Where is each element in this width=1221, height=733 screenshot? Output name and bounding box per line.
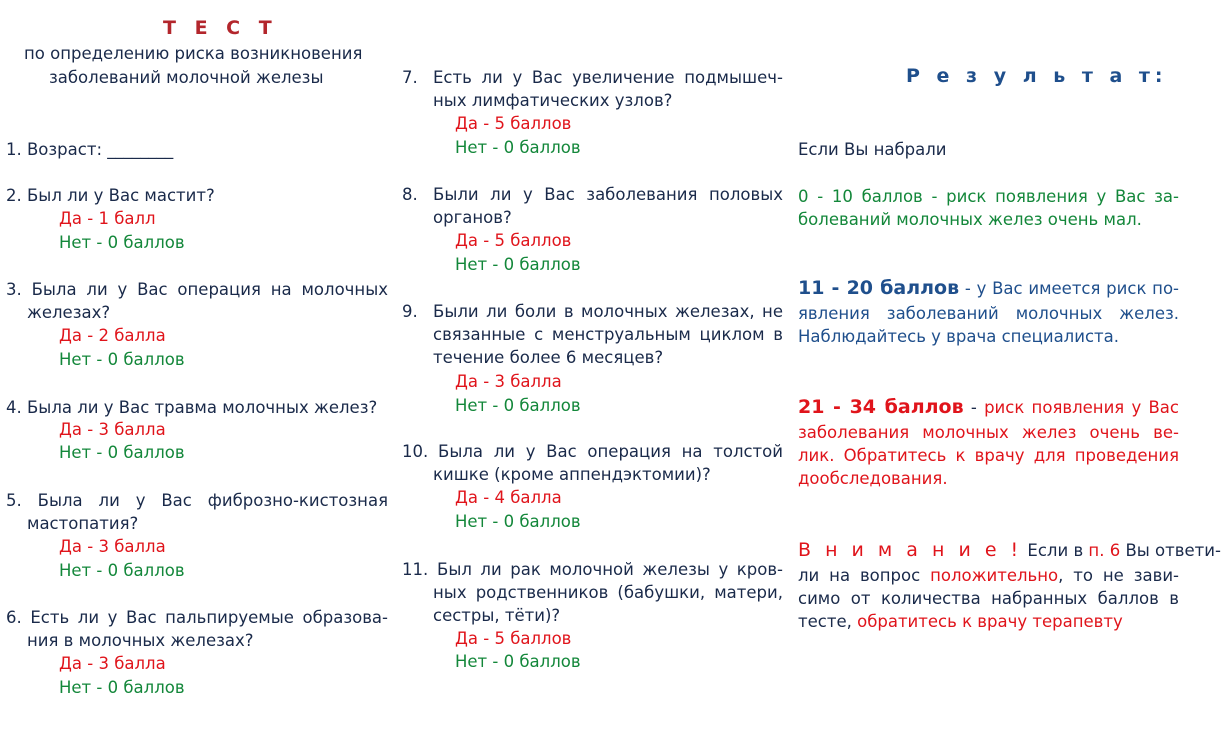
question-number: 8. <box>402 185 418 204</box>
answer-no: Нет - 0 баллов <box>455 255 581 274</box>
question-number: 7. <box>402 68 418 87</box>
question-8: органов? <box>433 208 512 227</box>
answer-yes: Да - 1 балл <box>59 209 156 228</box>
answer-yes: Да - 4 балла <box>455 488 562 507</box>
attention-text: Если в <box>1022 541 1089 560</box>
answer-yes: Да - 3 балла <box>455 372 562 391</box>
answer-yes: Да - 3 балла <box>59 537 166 556</box>
answer-no: Нет - 0 баллов <box>59 561 185 580</box>
answer-no: Нет - 0 баллов <box>59 233 185 252</box>
test-title: Т Е С Т <box>163 17 278 39</box>
answer-no: Нет - 0 баллов <box>59 350 185 369</box>
result-high-risk: дообследования. <box>798 469 948 488</box>
question-2: 2. Был ли у Вас мастит? <box>6 186 215 205</box>
question-8: Были ли у Вас заболевания половых <box>433 185 783 204</box>
question-11: сестры, тёти)? <box>433 606 561 625</box>
result-text: риск появления у Вас <box>984 398 1179 417</box>
test-subtitle: по определению риска возникновения <box>24 44 363 63</box>
question-4: 4. Была ли у Вас травма молочных желез? <box>6 398 378 417</box>
answer-yes: Да - 5 баллов <box>455 231 572 250</box>
result-range: 21 - 34 баллов <box>798 396 964 418</box>
answer-no: Нет - 0 баллов <box>455 138 581 157</box>
question-11: ных родственников (бабушки, матери, <box>433 583 783 602</box>
question-7: ных лимфатических узлов? <box>433 91 673 110</box>
result-low-risk: 0 - 10 баллов - риск появления у Вас за- <box>798 187 1179 206</box>
answer-yes: Да - 3 балла <box>59 654 166 673</box>
question-11: Был ли рак молочной железы у кров- <box>437 560 783 579</box>
attention-note <box>798 539 1221 562</box>
attention-note <box>798 564 1179 587</box>
attention-text: , то не зави- <box>1058 566 1179 585</box>
question-number: 10. <box>402 442 429 461</box>
result-high-risk: лик. Обратитесь к врачу для проведения <box>798 446 1179 465</box>
result-high-risk: заболевания молочных желез очень ве- <box>798 423 1179 442</box>
result-text: - у Вас имеется риск по- <box>959 279 1179 298</box>
attention-note <box>798 610 1123 633</box>
result-medium-risk <box>798 277 1179 300</box>
attention-text: тесте, <box>798 612 858 631</box>
result-medium-risk: явления заболеваний молочных желез. <box>798 304 1179 323</box>
question-9: Были ли боли в молочных железах, не <box>433 302 783 321</box>
attention-word: В н и м а н и е ! <box>798 539 1023 561</box>
answer-yes: Да - 5 баллов <box>455 114 572 133</box>
attention-highlight: положительно <box>930 566 1059 585</box>
attention-text: Вы ответи- <box>1120 541 1221 560</box>
question-10: кишке (кроме аппендэктомии)? <box>433 465 711 484</box>
result-high-risk <box>798 396 1179 419</box>
answer-no: Нет - 0 баллов <box>455 512 581 531</box>
result-low-risk: болеваний молочных желез очень мал. <box>798 210 1142 229</box>
answer-no: Нет - 0 баллов <box>455 652 581 671</box>
attention-ref: п. 6 <box>1088 541 1121 560</box>
answer-yes: Да - 3 балла <box>59 420 166 439</box>
attention-note: симо от количества набранных баллов в <box>798 589 1179 608</box>
test-subtitle: заболеваний молочной железы <box>49 68 324 87</box>
result-dash: - <box>963 398 985 417</box>
attention-text: ли на вопрос <box>798 566 931 585</box>
answer-yes: Да - 5 баллов <box>455 629 572 648</box>
result-medium-risk: Наблюдайтесь у врача специалиста. <box>798 327 1119 346</box>
results-title: Р е з у л ь т а т: <box>906 65 1168 87</box>
question-10: Была ли у Вас операция на толстой <box>438 442 783 461</box>
answer-yes: Да - 2 балла <box>59 326 166 345</box>
answer-no: Нет - 0 баллов <box>59 443 185 462</box>
question-number: 9. <box>402 302 418 321</box>
question-3: железах? <box>27 303 111 322</box>
results-intro: Если Вы набрали <box>798 140 947 159</box>
question-9: связанные с менструальным циклом в <box>433 325 783 344</box>
question-1: 1. Возраст: ________ <box>6 140 174 159</box>
attention-highlight: обратитесь к врачу терапевту <box>857 612 1123 631</box>
question-5: 5. Была ли у Вас фиброзно-кистозная <box>6 491 388 510</box>
question-7: Есть ли у Вас увеличение подмышеч- <box>433 68 783 87</box>
result-range: 11 - 20 баллов <box>798 277 960 299</box>
question-3: 3. Была ли у Вас операция на молочных <box>6 280 388 299</box>
question-6: ния в молочных железах? <box>27 631 254 650</box>
answer-no: Нет - 0 баллов <box>455 396 581 415</box>
question-6: 6. Есть ли у Вас пальпируемые образова- <box>6 608 388 627</box>
answer-no: Нет - 0 баллов <box>59 678 185 697</box>
question-9: течение более 6 месяцев? <box>433 348 664 367</box>
question-number: 11. <box>402 560 429 579</box>
question-5: мастопатия? <box>27 514 139 533</box>
